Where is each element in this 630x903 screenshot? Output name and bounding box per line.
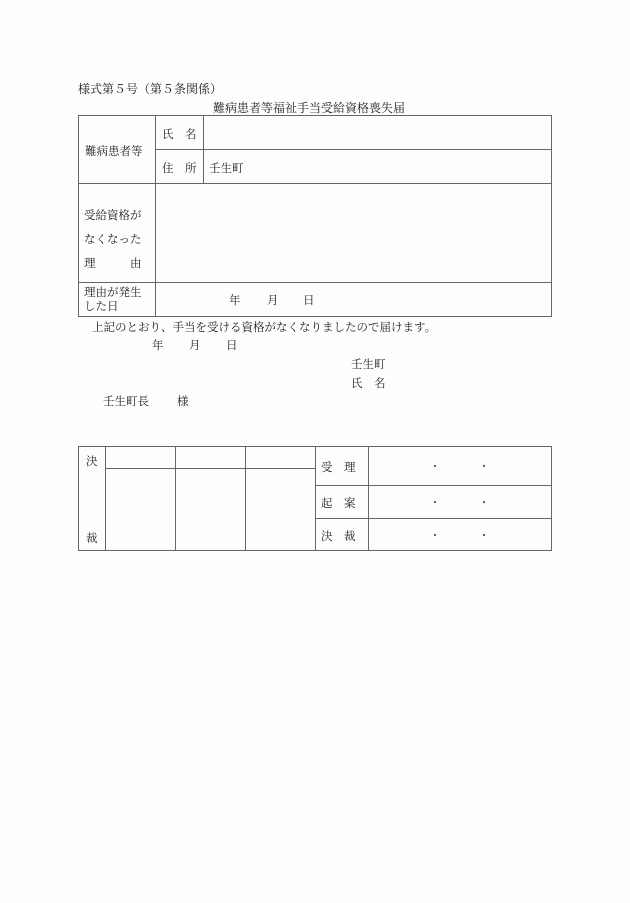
submitter-town: 壬生町 — [351, 357, 386, 371]
date-occurred-year: 年 — [229, 293, 241, 307]
submitter-name-label: 氏 名 — [351, 376, 386, 390]
reason-field[interactable] — [157, 185, 550, 281]
drafted-date-field[interactable] — [369, 486, 551, 517]
date-occurred-label — [84, 285, 142, 313]
date-occurred-label-line-2: した日 — [84, 299, 119, 313]
address-label: 住 所 — [162, 161, 197, 175]
date-separator-dot — [483, 465, 485, 467]
date-separator-dot — [434, 501, 436, 503]
submit-date-year: 年 — [152, 338, 164, 352]
date-occurred-day: 日 — [303, 293, 315, 307]
name-label: 氏 名 — [162, 127, 197, 141]
approval-stamp-cell-1[interactable] — [106, 469, 174, 550]
reason-label-line-1: 受給資格が — [84, 208, 142, 222]
approval-side-label-bottom: 裁 — [86, 531, 98, 545]
date-separator-dot — [434, 534, 436, 536]
approval-stamp-cell-2[interactable] — [176, 469, 244, 550]
reason-label-line-3: 理 由 — [84, 256, 142, 270]
address-field[interactable]: 壬生町 — [209, 161, 244, 175]
received-label: 受 理 — [321, 460, 356, 474]
section-label-patient: 難病患者等 — [85, 144, 143, 158]
form-number: 様式第５号（第５条関係） — [78, 82, 223, 96]
submit-date-month: 月 — [189, 338, 201, 352]
reason-label-line-2: なくなった — [84, 232, 142, 246]
approval-side-label-top: 決 — [86, 454, 98, 468]
date-separator-dot — [483, 534, 485, 536]
drafted-label: 起 案 — [321, 496, 356, 510]
name-field[interactable] — [205, 117, 550, 148]
date-occurred-month: 月 — [267, 293, 279, 307]
date-occurred-field[interactable] — [157, 284, 550, 315]
date-separator-dot — [483, 501, 485, 503]
received-date-field[interactable] — [369, 447, 551, 484]
approved-date-field[interactable] — [369, 519, 551, 550]
date-separator-dot — [434, 465, 436, 467]
statement-text: 上記のとおり、手当を受ける資格がなくなりましたので届けます。 — [92, 320, 437, 334]
form-title: 難病患者等福祉手当受給資格喪失届 — [213, 101, 406, 115]
reason-label — [84, 203, 142, 275]
divider — [155, 115, 156, 317]
submit-date-day: 日 — [226, 338, 238, 352]
approved-label: 決 裁 — [321, 529, 356, 543]
addressee-honorific: 様 — [177, 394, 189, 408]
divider — [78, 183, 552, 184]
addressee-name: 壬生町長 — [103, 394, 149, 408]
divider — [78, 282, 552, 283]
date-occurred-label-line-1: 理由が発生 — [84, 285, 142, 299]
divider — [315, 446, 316, 551]
approval-stamp-cell-3[interactable] — [246, 469, 314, 550]
